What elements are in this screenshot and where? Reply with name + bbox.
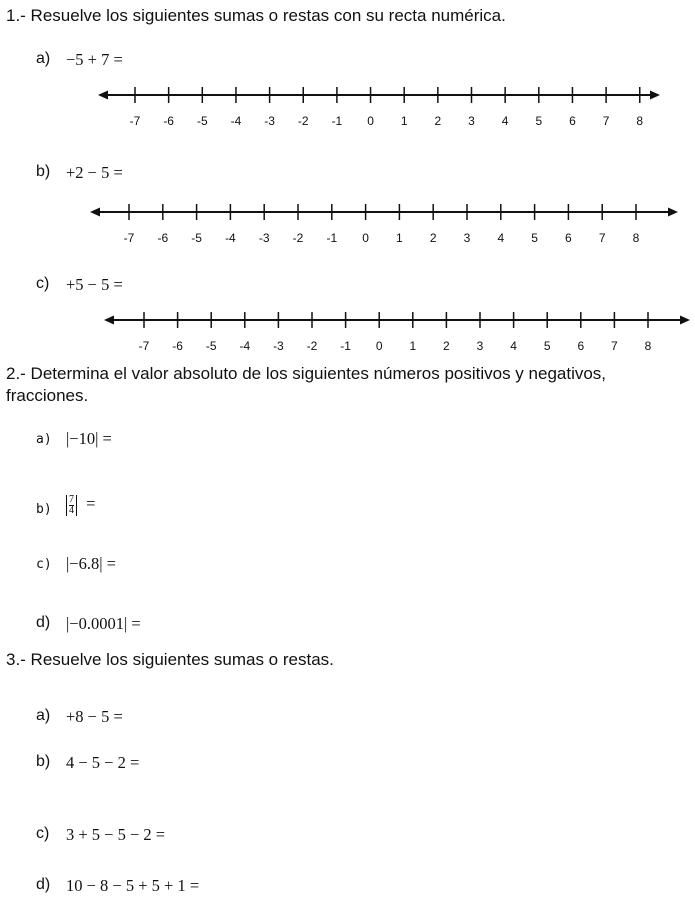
tick-label: -7 bbox=[123, 231, 135, 245]
tick-label: -7 bbox=[138, 339, 150, 353]
tick-label: -6 bbox=[163, 114, 174, 128]
tick-label: -4 bbox=[230, 114, 242, 128]
fraction-denominator: 4 bbox=[69, 504, 74, 516]
tick-label: 6 bbox=[577, 339, 585, 353]
tick-label: 8 bbox=[632, 231, 640, 245]
tick-label: 3 bbox=[476, 339, 484, 353]
tick-label: -5 bbox=[191, 231, 202, 245]
tick-label: -4 bbox=[239, 339, 251, 353]
tick-label: 5 bbox=[531, 231, 538, 245]
tick-label: 3 bbox=[463, 231, 471, 245]
item-3b-expression: 4 − 5 − 2 = bbox=[66, 753, 140, 772]
item-2c-letter: c) bbox=[36, 557, 52, 572]
tick-label: -1 bbox=[340, 339, 351, 353]
item-3a-letter: a) bbox=[36, 707, 51, 724]
tick-label: -6 bbox=[157, 231, 169, 245]
item-1b-letter: b) bbox=[36, 163, 51, 180]
tick-label: 1 bbox=[409, 339, 417, 353]
item-1a-letter: a) bbox=[36, 50, 51, 67]
tick-label: -3 bbox=[258, 231, 270, 245]
item-2c-expression: |−6.8| = bbox=[66, 554, 116, 573]
tick-label: 3 bbox=[468, 114, 475, 128]
tick-label: 7 bbox=[611, 339, 618, 353]
tick-label: 4 bbox=[497, 231, 505, 245]
item-2b-letter: b) bbox=[36, 502, 52, 517]
tick-label: 1 bbox=[396, 231, 403, 245]
tick-label: 6 bbox=[569, 114, 576, 128]
tick-label: -1 bbox=[331, 114, 343, 128]
item-1b-expression: +2 − 5 = bbox=[66, 163, 123, 182]
item-1c-expression: +5 − 5 = bbox=[66, 275, 123, 294]
tick-label: -2 bbox=[292, 231, 304, 245]
tick-label: 6 bbox=[565, 231, 572, 245]
tick-label: 5 bbox=[543, 339, 551, 353]
tick-label: 2 bbox=[443, 339, 450, 353]
item-1c-letter: c) bbox=[36, 275, 50, 292]
item-3c-letter: c) bbox=[36, 825, 50, 842]
item-2a-expression: |−10| = bbox=[66, 429, 112, 448]
tick-label: -6 bbox=[172, 339, 183, 353]
tick-label: -7 bbox=[129, 114, 141, 128]
arrow-right-icon bbox=[680, 316, 690, 325]
item-2d-letter: d) bbox=[36, 614, 51, 631]
tick-label: 7 bbox=[598, 231, 606, 245]
tick-label: 8 bbox=[644, 339, 652, 353]
section-2-heading-line2: fracciones. bbox=[6, 386, 89, 405]
tick-label: 2 bbox=[434, 114, 442, 128]
section-3-heading: 3.- Resuelve los siguientes sumas o restas. bbox=[6, 650, 334, 669]
item-3d-expression: 10 − 8 − 5 + 5 + 1 = bbox=[66, 876, 200, 895]
item-3c-expression: 3 + 5 − 5 − 2 = bbox=[66, 825, 166, 844]
item-3b-letter: b) bbox=[36, 753, 51, 770]
item-3d-letter: d) bbox=[36, 876, 51, 893]
tick-label: -2 bbox=[297, 114, 309, 128]
tick-label: -5 bbox=[205, 339, 217, 353]
section-1-heading: 1.- Resuelve los siguientes sumas o restas con su recta numérica. bbox=[6, 6, 506, 25]
tick-label: 4 bbox=[510, 339, 517, 353]
tick-label: 5 bbox=[535, 114, 543, 128]
fraction-abs bbox=[66, 495, 77, 516]
tick-label: 2 bbox=[429, 231, 437, 245]
tick-label: 0 bbox=[367, 114, 374, 128]
tick-label: -5 bbox=[196, 114, 208, 128]
arrow-left-icon bbox=[104, 316, 114, 325]
tick-label: 8 bbox=[636, 114, 644, 128]
fraction-numerator: 7 bbox=[69, 493, 74, 505]
item-1a-expression: −5 + 7 = bbox=[66, 50, 123, 69]
tick-label: 1 bbox=[400, 114, 408, 128]
tick-label: 4 bbox=[501, 114, 509, 128]
tick-label: -4 bbox=[225, 231, 236, 245]
item-2d-expression: |−0.0001| = bbox=[66, 614, 141, 633]
tick-label: -3 bbox=[273, 339, 284, 353]
tick-label: 0 bbox=[362, 231, 369, 245]
item-3a-expression: +8 − 5 = bbox=[66, 707, 123, 726]
number-line-c bbox=[0, 0, 695, 370]
tick-label: 0 bbox=[375, 339, 383, 353]
fraction-equals: = bbox=[86, 494, 96, 513]
tick-label: 7 bbox=[602, 114, 610, 128]
tick-label: -1 bbox=[326, 231, 338, 245]
item-2a-letter: a) bbox=[36, 432, 52, 447]
tick-label: -3 bbox=[264, 114, 275, 128]
section-2-heading-line1: 2.- Determina el valor absoluto de los siguientes números positivos y negativos, bbox=[6, 364, 607, 383]
item-2b-expression bbox=[66, 494, 95, 516]
tick-label: -2 bbox=[306, 339, 318, 353]
